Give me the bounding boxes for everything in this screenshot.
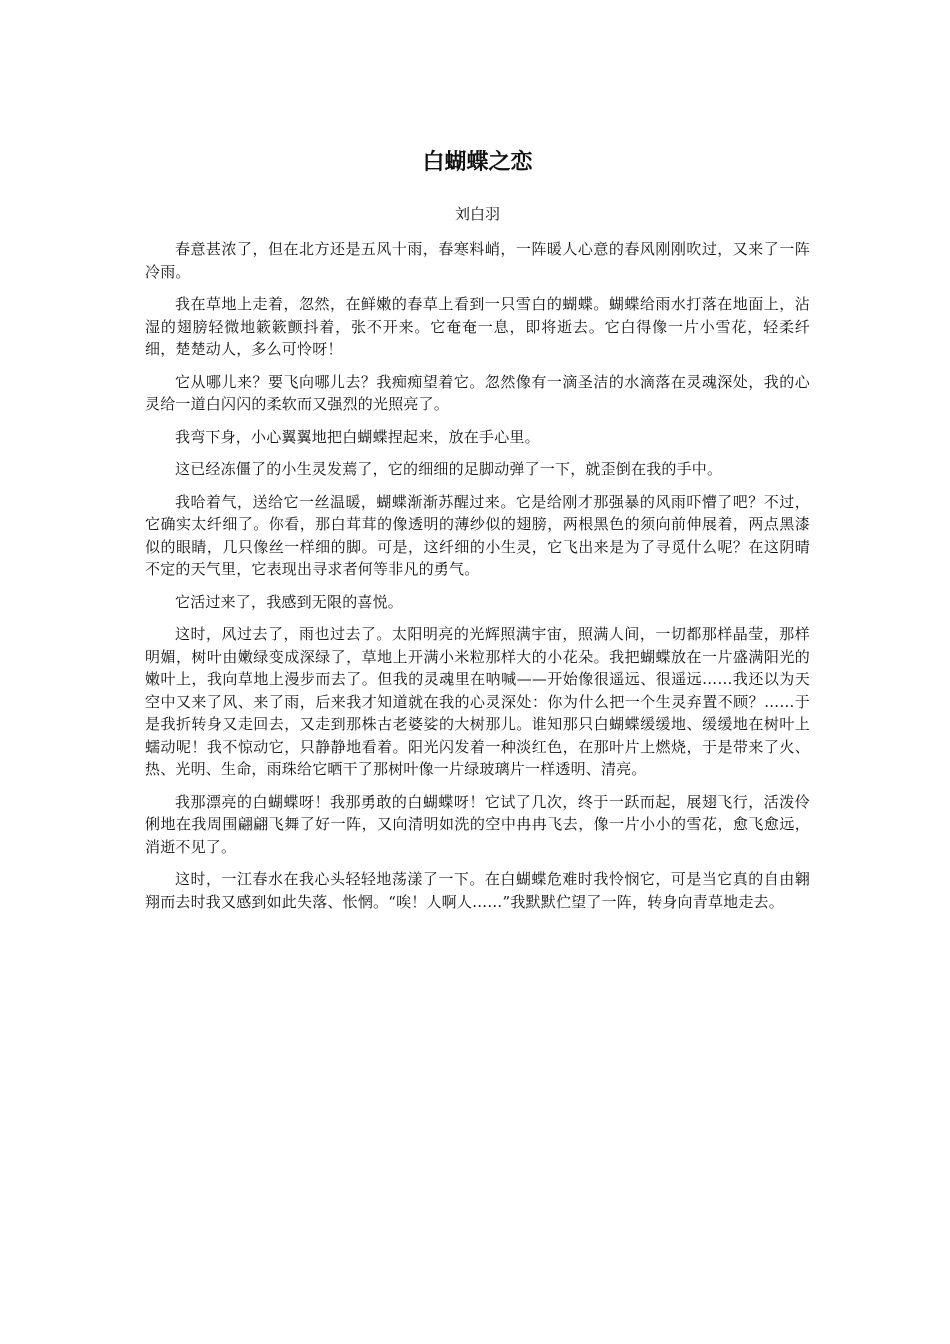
paragraph: 它活过来了，我感到无限的喜悦。: [175, 592, 404, 611]
paragraph: 我在草地上走着，忽然，在鲜嫩的春草上看到一只雪白的蝴蝶。蝴蝶给雨水打落在地面上，沾湿的翅膀轻微地簌簌颤抖着，张不开来。它奄奄一息，即将逝去。它白得像一片小雪花，轻柔纤细，楚楚动人，多么可怜呀！: [145, 295, 810, 358]
document-body: [145, 238, 810, 923]
paragraph: 春意甚浓了，但在北方还是五风十雨，春寒料峭，一阵暖人心意的春风刚刚吹过，又来了一阵冷雨。: [145, 240, 810, 281]
paragraph: 我哈着气，送给它一丝温暖，蝴蝶渐渐苏醒过来。它是给刚才那强暴的风雨吓懵了吧？不过，它确实太纤细了。你看，那白茸茸的像透明的薄纱似的翅膀，两根黑色的须向前伸展着，两点黑漆似的眼睛，几只像丝一样细的脚。可是，这纤细的小生灵，它飞出来是为了寻觅什么呢？在这阴晴不定的天气里，它表现出寻求者何等非凡的勇气。: [145, 492, 810, 578]
paragraph: 这已经冻僵了的小生灵发蔫了，它的细细的足脚动弹了一下，就歪倒在我的手中。: [175, 460, 723, 478]
paragraph: 我弯下身，小心翼翼地把白蝴蝶捏起来，放在手心里。: [175, 427, 540, 446]
document-title: 白蝴蝶之恋: [422, 149, 533, 175]
paragraph: 这时，风过去了，雨也过去了。太阳明亮的光辉照满宇宙，照满人间，一切都那样晶莹，那样明媚，树叶由嫩绿变成深绿了，草地上开满小米粒那样大的小花朵。我把蝴蝶放在一片盛满阳光的嫩叶上，我向草地上漫步而去了。但我的灵魂里在呐喊——开始像很遥远、很遥远……我还以为天空中又来了风、来了雨，后来我才知道就在我的心灵深处：你为什么把一个生灵弃置不顾？……于是我折转身又走回去，又走到那株古老婆娑的大树那儿。谁知那只白蝴蝶缓缓地、缓缓地在树叶上蠕动呢！我不惊动它，只静静地看着。阳光闪发着一种淡红色，在那叶片上燃烧，于是带来了火、热、光明、生命，雨珠给它晒干了那树叶像一片绿玻璃片一样透明、清亮。: [145, 625, 810, 778]
paragraph: 我那漂亮的白蝴蝶呀！我那勇敢的白蝴蝶呀！它试了几次，终于一跃而起，展翅飞行，活泼伶俐地在我周围翩翩飞舞了好一阵，又向清明如洗的空中冉冉飞去，像一片小小的雪花，愈飞愈远，消逝不见了。: [145, 792, 810, 856]
paragraph: 这时，一江春水在我心头轻轻地荡漾了一下。在白蝴蝶危难时我怜悯它，可是当它真的自由翱翔而去时我又感到如此失落、怅惘。“唉！人啊人……”我默默伫望了一阵，转身向青草地走去。: [145, 870, 810, 911]
document-author: 刘白羽: [454, 205, 500, 223]
paragraph: 它从哪儿来？要飞向哪儿去？我痴痴望着它。忽然像有一滴圣洁的水滴落在灵魂深处，我的心灵给一道白闪闪的柔软而又强烈的光照亮了。: [145, 372, 810, 413]
